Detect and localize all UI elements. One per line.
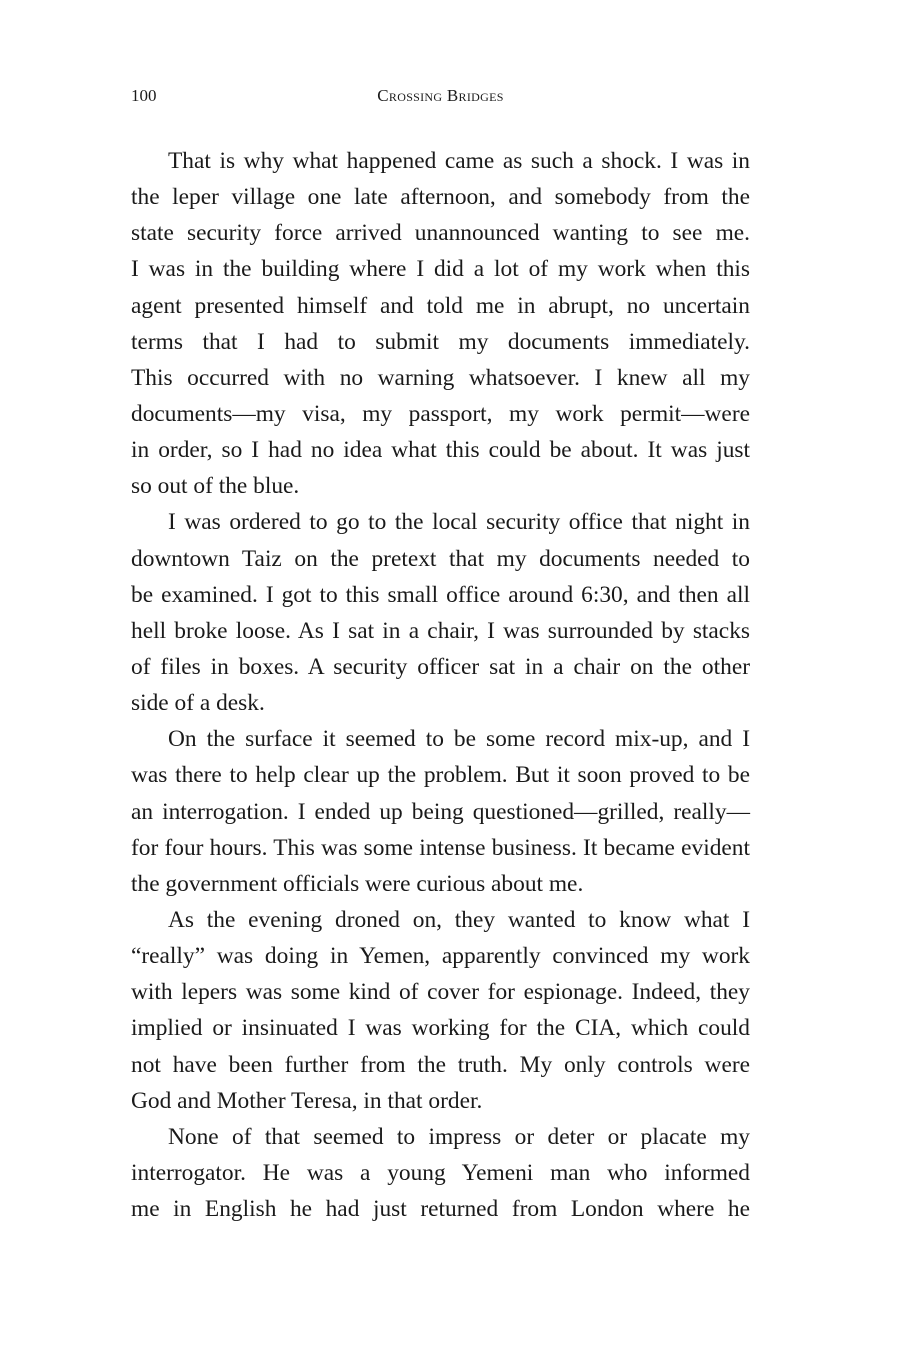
text-line: terms that I had to submit my documents immediately. xyxy=(131,328,750,355)
text-line: the leper village one late afternoon, and somebody from the xyxy=(131,184,750,211)
text-line: On the surface it seemed to be some record mix-up, and I xyxy=(168,726,750,753)
text-line: be examined. I got to this small office around 6:30, and then all xyxy=(131,581,750,608)
text-line: I was in the building where I did a lot of my work when this xyxy=(131,256,750,283)
text-line: side of a desk. xyxy=(131,690,265,717)
text-line: so out of the blue. xyxy=(131,473,300,500)
text-line: God and Mother Teresa, in that order. xyxy=(131,1087,483,1114)
text-line: was there to help clear up the problem. But it soon proved to be xyxy=(131,762,750,789)
text-line: the government officials were curious about me. xyxy=(131,870,584,897)
text-line: of files in boxes. A security officer sat in a chair on the other xyxy=(131,653,750,680)
text-line: This occurred with no warning whatsoever. I knew all my xyxy=(131,364,750,391)
page-number: 100 xyxy=(131,86,157,105)
text-line: implied or insinuated I was working for the CIA, which could xyxy=(131,1015,750,1042)
text-line: hell broke loose. As I sat in a chair, I was surrounded by stacks xyxy=(131,617,750,644)
paragraph xyxy=(131,504,750,721)
paragraph xyxy=(131,721,750,902)
text-line: downtown Taiz on the pretext that my documents needed to xyxy=(131,545,750,572)
text-line: interrogator. He was a young Yemeni man who informed xyxy=(131,1159,750,1186)
text-line: an interrogation. I ended up being questioned—grilled, really— xyxy=(131,798,750,825)
text-line: I was ordered to go to the local security office that night in xyxy=(168,509,750,536)
text-line: agent presented himself and told me in abrupt, no uncertain xyxy=(131,292,750,319)
text-line: with lepers was some kind of cover for espionage. Indeed, they xyxy=(131,979,750,1006)
text-line: me in English he had just returned from London where he xyxy=(131,1196,750,1223)
paragraph xyxy=(131,902,750,1119)
text-line: in order, so I had no idea what this could be about. It was just xyxy=(131,437,750,464)
paragraph xyxy=(131,1119,750,1227)
text-line: None of that seemed to impress or deter or placate my xyxy=(168,1123,750,1150)
text-line: “really” was doing in Yemen, apparently convinced my work xyxy=(131,943,750,970)
text-line: for four hours. This was some intense business. It became evident xyxy=(131,834,750,861)
body-text xyxy=(131,143,750,1227)
text-line: As the evening droned on, they wanted to know what I xyxy=(168,906,750,933)
text-line: That is why what happened came as such a shock. I was in xyxy=(168,148,750,174)
text-line: documents—my visa, my passport, my work permit—were xyxy=(131,400,750,427)
paragraph xyxy=(131,143,750,504)
text-line: not have been further from the truth. My only controls were xyxy=(131,1051,750,1078)
text-line: state security force arrived unannounced wanting to see me. xyxy=(131,220,750,247)
book-title: Crossing Bridges xyxy=(377,86,504,105)
running-head xyxy=(131,86,750,110)
